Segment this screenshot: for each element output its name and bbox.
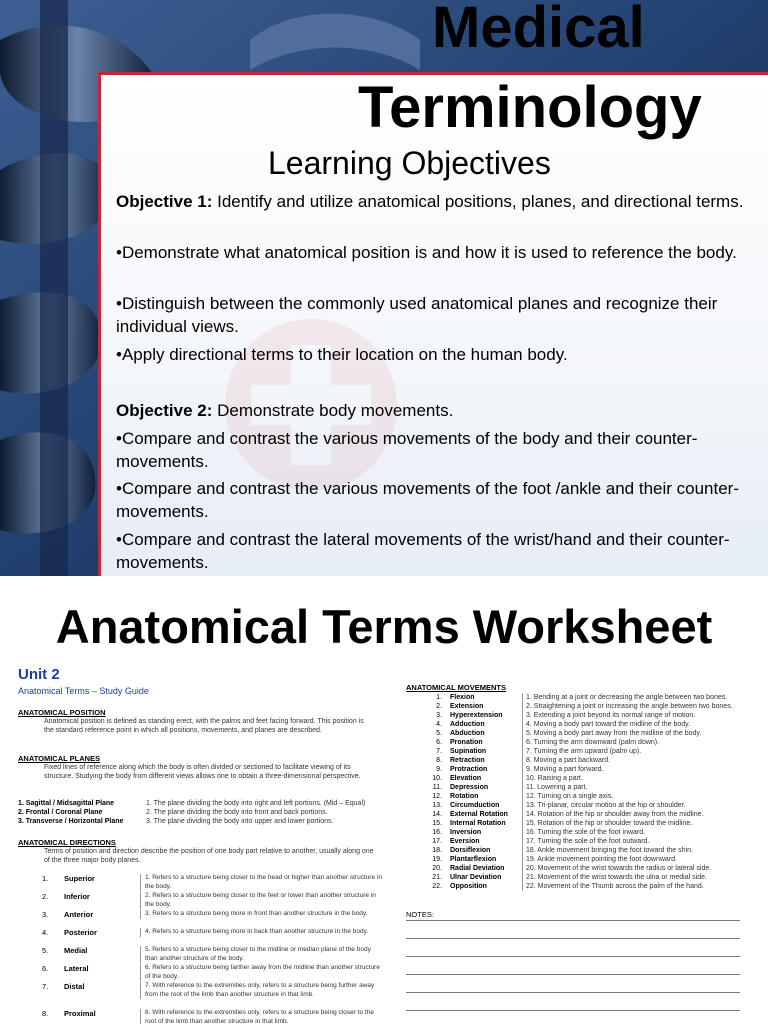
movement-row: 19. Plantarflexion 19. Ankle movement pointing the foot downward. <box>432 856 677 863</box>
slide-title-line1: Medical <box>432 0 645 60</box>
directions-heading: ANATOMICAL DIRECTIONS <box>18 838 116 847</box>
movement-row: 14. External Rotation 14. Rotation of the hip or shoulder away from the midline. <box>432 811 704 818</box>
movement-row: 7. Supination 7. Turning the arm upward (palm up). <box>436 748 642 755</box>
notes-line <box>406 992 740 993</box>
unit-heading: Unit 2 <box>18 666 60 683</box>
worksheet-document: Unit 2 Anatomical Terms – Study Guide ANATOMICAL POSITION Anatomical position is defined as standing erect, with the palms and feet facing forward. This position is the standard reference point in which all positions, movements, and planes are described. ANATOMICAL PLANES Fixed lines of reference along which the body is often divided or sectioned to facilitate viewing of its structure. Studying the body from different views allows one to obtain a three-dimensional perspective. 1. Sagittal / Midsagittal Plane 1. The plane dividing the body into right and left portions. (Mid – Equal) 2. Frontal / Coronal Plane 2. The plane dividing the body into front and back portions. 3. Transverse / Horizontal Plane 3. The plane dividing the body into upper and lower portions. ANATOMICAL DIRECTIONS Terms of position and direction describe the position of one body part relative to another, usually along one of the three major body planes. 1. Superior 1. Refers to a structure being closer to the head or higher than another structure in the body. 2. Inferior 2. Refers to a structure being closer to the feet or lower than another structure in the body. 3. Anterior 3. Refers to a structure being more in front than another structure in the body. 4. Posterior 4. Refers to a structure being more in back than another structure in the body. 5. Medial 5. Refers to a structure being closer to the midline or median plane of the body than another structure of the body. 6. Lateral 6. Refers to a structure being farther away from the midline than another structure of the body. 7. Distal 7. With reference to the extremities only, refers to a structure being further away from the root of the limb than another structure in that limb. 8. Proximal 8. With reference to the extremities only, refers to a structure being closer to the root of the limb than another structure in that limb. ANATOMICAL MOVEMENTS 1. Flexion 1. Bending at a joint or decreasing the angle between two bones. 2. Extension 2. Straightening a joint or increasing the angle between two bones. 3. Hyperextension 3. Extending a joint beyond its normal range of motion. 4. Adduction 4. Moving a body part toward the midline of the body. 5. Abduction 5. Moving a body part away from the midline of the body. 6. Pronation 6. Turning the arm downward (palm down). 7. Supination 7. Turning the arm upward (palm up). 8. Retraction 8. Moving a part backward. 9. Protraction 9. Moving a part forward. 10. Elevation 10. Raising a part. 11. Depression 11. Lowering a part. 12. Rotation 12. Turning on a single axis. 13. Circumduction 13. Tri-planar, circular motion at the hip or shoulder. 14. External Rotation 14. Rotation of the hip or shoulder away from the midline. 15. Internal Rotation 15. Rotation of the hip or shoulder toward the midline. 16. Inversion 16. Turning the sole of the foot inward. 17. Eversion 17. Turning the sole of the foot outward. 18. Dorsiflexion 18. Ankle movement bringing the foot toward the shin. 19. Plantarflexion 19. Ankle movement pointing the foot downward. 20. Radial Deviation 20. Movement of the wrist towards the radius or lateral side. 21. Ulnar Deviation 21. Movement of the wrist towards the ulna or medial side. 22. Opposition 22. Movement of the Thumb across the palm of the hand. NOTES: <box>0 662 768 1024</box>
objective-1: Objective 1: Identify and utilize anatomical positions, planes, and directional terms. <box>116 192 744 211</box>
movement-row: 12. Rotation 12. Turning on a single axis. <box>432 793 614 800</box>
slide-subtitle: Learning Objectives <box>268 145 551 181</box>
movement-row: 17. Eversion 17. Turning the sole of the foot outward. <box>432 838 650 845</box>
movement-row: 8. Retraction 8. Moving a part backward. <box>436 757 611 764</box>
notes-line <box>406 1010 740 1011</box>
objective-1-bullet-1: •Demonstrate what anatomical position is and how it is used to reference the body. <box>116 243 737 262</box>
position-text: Anatomical position is defined as standing erect, with the palms and feet facing forward. This position is the standard reference point in which all positions, movements, and planes are described. <box>44 718 364 734</box>
directions-text: Terms of position and direction describe the position of one body part relative to another, usually along one of the three major body planes. <box>44 848 374 864</box>
movement-row: 5. Abduction 5. Moving a body part away from the midline of the body. <box>436 730 702 737</box>
movement-row: 13. Circumduction 13. Tri-planar, circular motion at the hip or shoulder. <box>432 802 686 809</box>
movement-row: 2. Extension 2. Straightening a joint or increasing the angle between two bones. <box>436 703 733 710</box>
notes-line <box>406 956 740 957</box>
movement-row: 6. Pronation 6. Turning the arm downward (palm down). <box>436 739 660 746</box>
objective-2-bullet-1: •Compare and contrast the various movements of the body and their counter-movements. <box>116 429 698 471</box>
movement-row: 21. Ulnar Deviation 21. Movement of the wrist towards the ulna or medial side. <box>432 874 707 881</box>
movement-row: 16. Inversion 16. Turning the sole of the foot inward. <box>432 829 646 836</box>
movement-row: 9. Protraction 9. Moving a part forward. <box>436 766 604 773</box>
notes-line <box>406 938 740 939</box>
notes-line <box>406 920 740 921</box>
movement-row: 20. Radial Deviation 20. Movement of the wrist towards the radius or lateral side. <box>432 865 712 872</box>
objective-2: Objective 2: Demonstrate body movements. <box>116 401 454 420</box>
planes-text: Fixed lines of reference along which the body is often divided or sectioned to facilitate viewing of its structure. Studying the body from different views allows one to obtain a three-dimensional perspective. <box>44 764 361 780</box>
movement-row: 1. Flexion 1. Bending at a joint or decreasing the angle between two bones. <box>436 694 728 701</box>
position-heading: ANATOMICAL POSITION <box>18 708 106 717</box>
planes-heading: ANATOMICAL PLANES <box>18 754 101 763</box>
objective-2-bullet-2: •Compare and contrast the various movements of the foot /ankle and their counter-movements. <box>116 479 740 521</box>
worksheet-title: Anatomical Terms Worksheet <box>55 600 713 653</box>
movement-row: 3. Hyperextension 3. Extending a joint beyond its normal range of motion. <box>436 712 696 719</box>
movement-row: 11. Depression 11. Lowering a part. <box>432 784 588 791</box>
plane-row: 3. Transverse / Horizontal Plane 3. The plane dividing the body into upper and lower portions. <box>18 818 334 825</box>
objective-1-bullet-2: •Distinguish between the commonly used anatomical planes and recognize their individual views. <box>116 294 718 336</box>
movement-row: 22. Opposition 22. Movement of the Thumb across the palm of the hand. <box>432 883 704 890</box>
study-guide-subtitle: Anatomical Terms – Study Guide <box>18 686 149 696</box>
plane-row: 1. Sagittal / Midsagittal Plane 1. The plane dividing the body into right and left portions. (Mid – Equal) <box>18 800 366 807</box>
movement-row: 10. Elevation 10. Raising a part. <box>432 775 583 782</box>
plane-row: 2. Frontal / Coronal Plane 2. The plane dividing the body into front and back portions. <box>18 809 328 816</box>
objective-1-bullet-3: •Apply directional terms to their location on the human body. <box>116 345 568 364</box>
movement-row: 15. Internal Rotation 15. Rotation of the hip or shoulder toward the midline. <box>432 820 693 827</box>
notes-label: NOTES: <box>406 910 434 919</box>
notes-line <box>406 974 740 975</box>
movement-row: 4. Adduction 4. Moving a body part toward the midline of the body. <box>436 721 691 728</box>
movements-heading: ANATOMICAL MOVEMENTS <box>406 683 507 692</box>
movement-row: 18. Dorsiflexion 18. Ankle movement bringing the foot toward the shin. <box>432 847 693 854</box>
slide-title-line2: Terminology <box>358 75 702 140</box>
objective-2-bullet-3: •Compare and contrast the lateral movements of the wrist/hand and their counter-movements. <box>116 530 730 572</box>
